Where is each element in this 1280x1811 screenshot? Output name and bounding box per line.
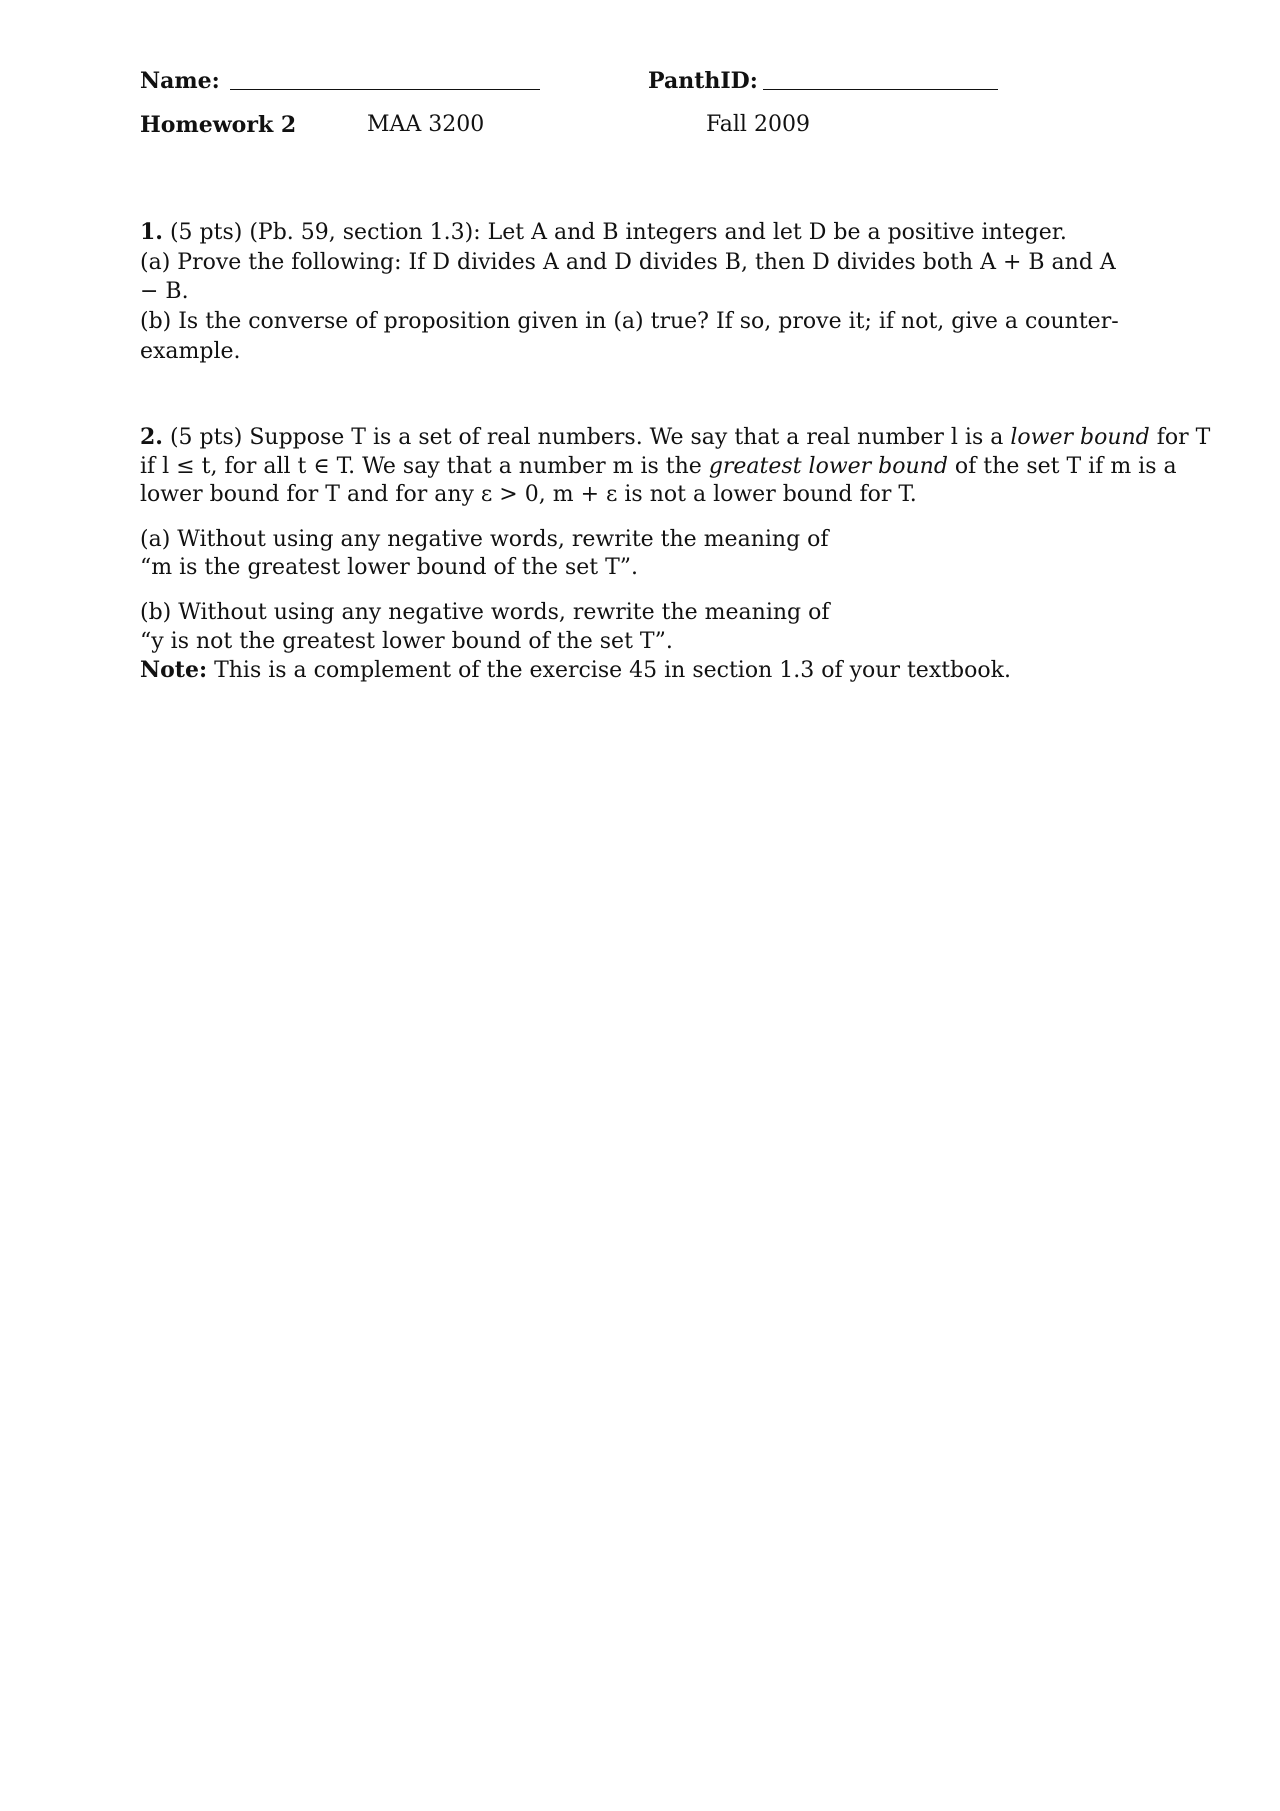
term-lower-bound: lower bound <box>1010 425 1150 450</box>
problem-2-number: 2. <box>140 424 163 450</box>
problem-1-number: 1. <box>140 219 163 245</box>
problem-1-intro <box>140 218 1140 248</box>
problem-2-part-b-line-1: (b) Without using any negative words, rewrite the meaning of <box>140 599 830 625</box>
panthid-label: PanthID: <box>648 68 758 94</box>
note-text: This is a complement of the exercise 45 in section 1.3 of your textbook. <box>207 658 1011 684</box>
problem-2-part-a-line-1: (a) Without using any negative words, rewrite the meaning of <box>140 526 829 552</box>
problem-2-part-b-line-2: “y is not the greatest lower bound of the set T”. <box>140 628 673 654</box>
name-blank-line <box>230 89 540 90</box>
problem-2-part-a-line-2: “m is the greatest lower bound of the set T”. <box>140 555 639 581</box>
problem-1-part-a: (a) Prove the following: If D divides A and D divides B, then D divides both A + B and A − B. <box>140 249 1116 305</box>
problem-2-text-2: for T if l ≤ t, for all t ∈ T. We say that a number m is the <box>140 425 1211 479</box>
problem-2-statement <box>140 423 1216 510</box>
homework-label: Homework 2 <box>140 112 297 138</box>
problem-2-part-a <box>140 526 1216 583</box>
problem-2-part-b <box>140 599 1216 656</box>
problem-2-note <box>140 656 1216 686</box>
panthid-blank-line <box>763 89 998 90</box>
problem-1-part-b: (b) Is the converse of proposition given in (a) true? If so, prove it; if not, give a counter-example. <box>140 309 1119 364</box>
problem-1 <box>140 218 1140 366</box>
problem-2-text-3: of the set T if m is a lower bound for T and for any ε > 0, m + ε is not a lower bound for T. <box>140 453 1177 508</box>
term-greatest-lower-bound: greatest lower bound <box>708 453 948 479</box>
name-label: Name: <box>140 68 220 94</box>
problem-2 <box>140 423 1216 686</box>
problem-2-text-1: (5 pts) Suppose T is a set of real numbers. We say that a real number l is a <box>169 425 1011 450</box>
term-label: Fall 2009 <box>706 112 810 137</box>
note-label: Note: <box>140 657 208 684</box>
problem-1-intro-text: (5 pts) (Pb. 59, section 1.3): Let A and B integers and let D be a positive integer. <box>169 220 1067 245</box>
course-code: MAA 3200 <box>367 112 485 137</box>
